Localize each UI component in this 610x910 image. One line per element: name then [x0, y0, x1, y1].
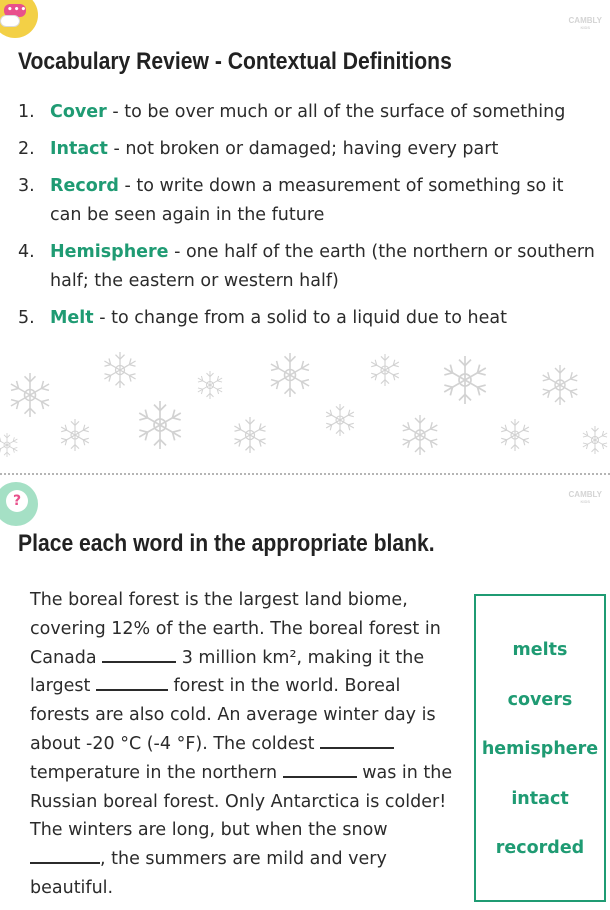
vocab-definition: - one half of the earth (the northern or southern half; the eastern or western half) — [50, 242, 595, 291]
vocab-term: Cover — [50, 102, 107, 122]
vocab-term: Intact — [50, 139, 108, 159]
word-bank — [474, 594, 606, 902]
vocab-item: 4. Hemisphere - one half of the earth (the northern or southern half; the eastern or western half) — [18, 242, 595, 291]
section-divider — [0, 473, 610, 475]
section-title-fill-blank: Place each word in the appropriate blank. — [18, 530, 435, 557]
vocab-definition: - to be over much or all of the surface of something — [106, 102, 566, 122]
answer-blank[interactable] — [102, 647, 176, 663]
answer-blank[interactable] — [283, 762, 357, 778]
word-bank-item[interactable]: covers — [507, 690, 573, 710]
answer-blank[interactable] — [96, 675, 168, 691]
word-bank-item[interactable]: hemisphere — [481, 739, 599, 759]
answer-blank[interactable] — [320, 733, 394, 749]
vocab-term: Hemisphere — [50, 242, 169, 262]
answer-blank[interactable] — [30, 848, 100, 864]
brand-logo: CAMBLY KIDS — [568, 490, 602, 504]
vocab-item: 1. Cover - to be over much or all of the surface of something — [18, 102, 566, 122]
section-title-vocabulary: Vocabulary Review - Contextual Definitions — [18, 48, 452, 75]
brand-logo: CAMBLY KIDS — [568, 16, 602, 30]
vocab-item: 3. Record - to write down a measurement of something so it can be seen again in the future — [18, 176, 564, 225]
question-icon: ? — [0, 482, 38, 526]
passage-text: The boreal forest is the largest land biome, covering 12% of the earth. The boreal forest in Canada 3 million km², making it the largest forest in the world. Boreal forests are also cold. An average winter day is about -20 °C (-4 °F). The coldest temperature in the northern was in the Russian boreal forest. Only Antarctica is colder! The winters are long, but when the snow , the summers are mild and very beautiful. — [30, 590, 453, 898]
vocabulary-list — [18, 98, 598, 341]
vocab-definition: - not broken or damaged; having every part — [107, 139, 499, 159]
word-bank-item[interactable]: recorded — [495, 838, 585, 858]
snowflake-decoration — [0, 340, 610, 465]
vocab-item: 2. Intact - not broken or damaged; having every part — [18, 139, 499, 159]
vocab-definition: - to change from a solid to a liquid due to heat — [93, 308, 507, 328]
vocab-definition: - to write down a measurement of something so it can be seen again in the future — [50, 176, 564, 225]
vocab-term: Melt — [50, 308, 94, 328]
word-bank-item[interactable]: intact — [511, 789, 569, 809]
word-bank-item[interactable]: melts — [512, 640, 568, 660]
chat-bubbles-icon: ••• — [0, 0, 38, 38]
vocab-term: Record — [50, 176, 119, 196]
vocab-item: 5. Melt - to change from a solid to a liquid due to heat — [18, 308, 507, 328]
